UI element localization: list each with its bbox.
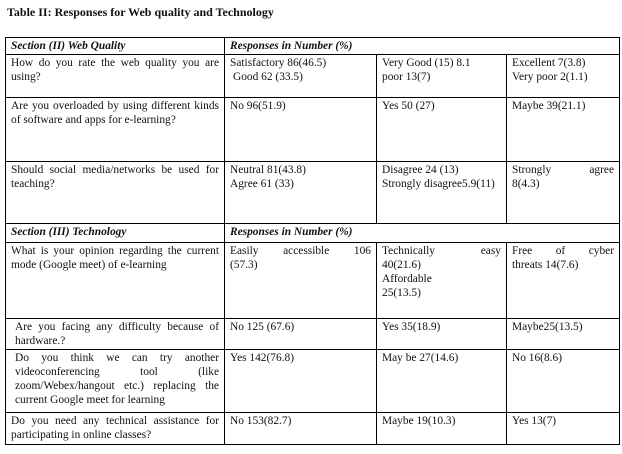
table-row: [6, 98, 620, 162]
section-header-row: [6, 224, 620, 243]
response-cell: [377, 243, 507, 319]
table-row: [6, 319, 620, 350]
table-title: Table II: Responses for Web quality and Technology: [7, 5, 274, 19]
response-text: Very poor 2(1.1): [512, 71, 588, 83]
response-word: Free: [512, 245, 533, 257]
question-cell: Do you need any technical assistance for participating in online classes?: [6, 413, 225, 445]
question-cell: Should social media/networks be used for teaching?: [6, 162, 225, 224]
response-text: Excellent 7(3.8): [512, 57, 586, 69]
response-cell: Maybe 19(10.3): [377, 413, 507, 445]
response-word: cyber: [588, 245, 615, 257]
section-heading: Section (III) Technology: [6, 224, 225, 243]
response-text: Affordable: [382, 273, 432, 285]
response-text: threats 14(7.6): [512, 259, 579, 271]
response-text-justified: [382, 244, 501, 258]
table-row: [6, 350, 620, 413]
response-text: Satisfactory 86(46.5): [230, 57, 327, 69]
response-text-justified: [230, 244, 371, 258]
response-text: Disagree 24 (13): [382, 164, 459, 176]
response-cell: [507, 162, 620, 224]
response-cell: No 125 (67.6): [225, 319, 377, 350]
response-cell: Maybe25(13.5): [507, 319, 620, 350]
response-text-justified: [512, 163, 614, 177]
table-row: [6, 243, 620, 319]
response-word: of: [555, 245, 566, 257]
response-word: Easily: [230, 245, 259, 257]
response-text: Very Good (15) 8.1: [382, 57, 471, 69]
response-text: (57.3): [230, 259, 258, 271]
response-cell: No 96(51.9): [225, 98, 377, 162]
response-cell: Yes 50 (27): [377, 98, 507, 162]
response-text: Good 62 (33.5): [233, 71, 303, 83]
question-cell: Are you overloaded by using different kinds of software and apps for e-learning?: [6, 98, 225, 162]
table-row: [6, 413, 620, 445]
response-word: agree: [589, 164, 615, 176]
question-cell: Are you facing any difficulty because of hardware.?: [6, 319, 225, 350]
responses-table: [5, 37, 620, 445]
response-word: easy: [480, 245, 501, 257]
response-word: Technically: [382, 245, 435, 257]
question-cell: How do you rate the web quality you are using?: [6, 55, 225, 98]
response-text: 40(21.6): [382, 259, 421, 271]
response-text-justified: [512, 244, 614, 258]
response-cell: No 16(8.6): [507, 350, 620, 413]
response-text: poor 13(7): [382, 71, 431, 83]
response-cell: No 153(82.7): [225, 413, 377, 445]
response-word: accessible: [283, 245, 330, 257]
response-cell: [507, 55, 620, 98]
response-text: Neutral 81(43.8): [230, 164, 306, 176]
responses-heading: Responses in Number (%): [225, 38, 620, 55]
response-cell: Yes 35(18.9): [377, 319, 507, 350]
question-cell: Do you think we can try another videoconferencing tool (like zoom/Webex/hangout etc.) replacing the current Google meet for learning: [6, 350, 225, 413]
response-cell: [507, 243, 620, 319]
question-cell: What is your opinion regarding the current mode (Google meet) of e-learning: [6, 243, 225, 319]
response-cell: [377, 55, 507, 98]
response-cell: [377, 162, 507, 224]
responses-heading: Responses in Number (%): [225, 224, 620, 243]
response-word: Strongly: [512, 164, 552, 176]
response-cell: May be 27(14.6): [377, 350, 507, 413]
response-cell: [225, 55, 377, 98]
response-text: Agree 61 (33): [230, 178, 294, 190]
response-text: 25(13.5): [382, 287, 421, 299]
response-text: 8(4.3): [512, 178, 540, 190]
response-cell: Yes 13(7): [507, 413, 620, 445]
table-row: [6, 55, 620, 98]
response-cell: Yes 142(76.8): [225, 350, 377, 413]
response-cell: Maybe 39(21.1): [507, 98, 620, 162]
response-cell: [225, 243, 377, 319]
response-text: Strongly disagree5.9(11): [382, 178, 495, 190]
table-row: [6, 162, 620, 224]
section-heading: Section (II) Web Quality: [6, 38, 225, 55]
response-word: 106: [353, 245, 371, 257]
section-header-row: [6, 38, 620, 55]
response-cell: [225, 162, 377, 224]
